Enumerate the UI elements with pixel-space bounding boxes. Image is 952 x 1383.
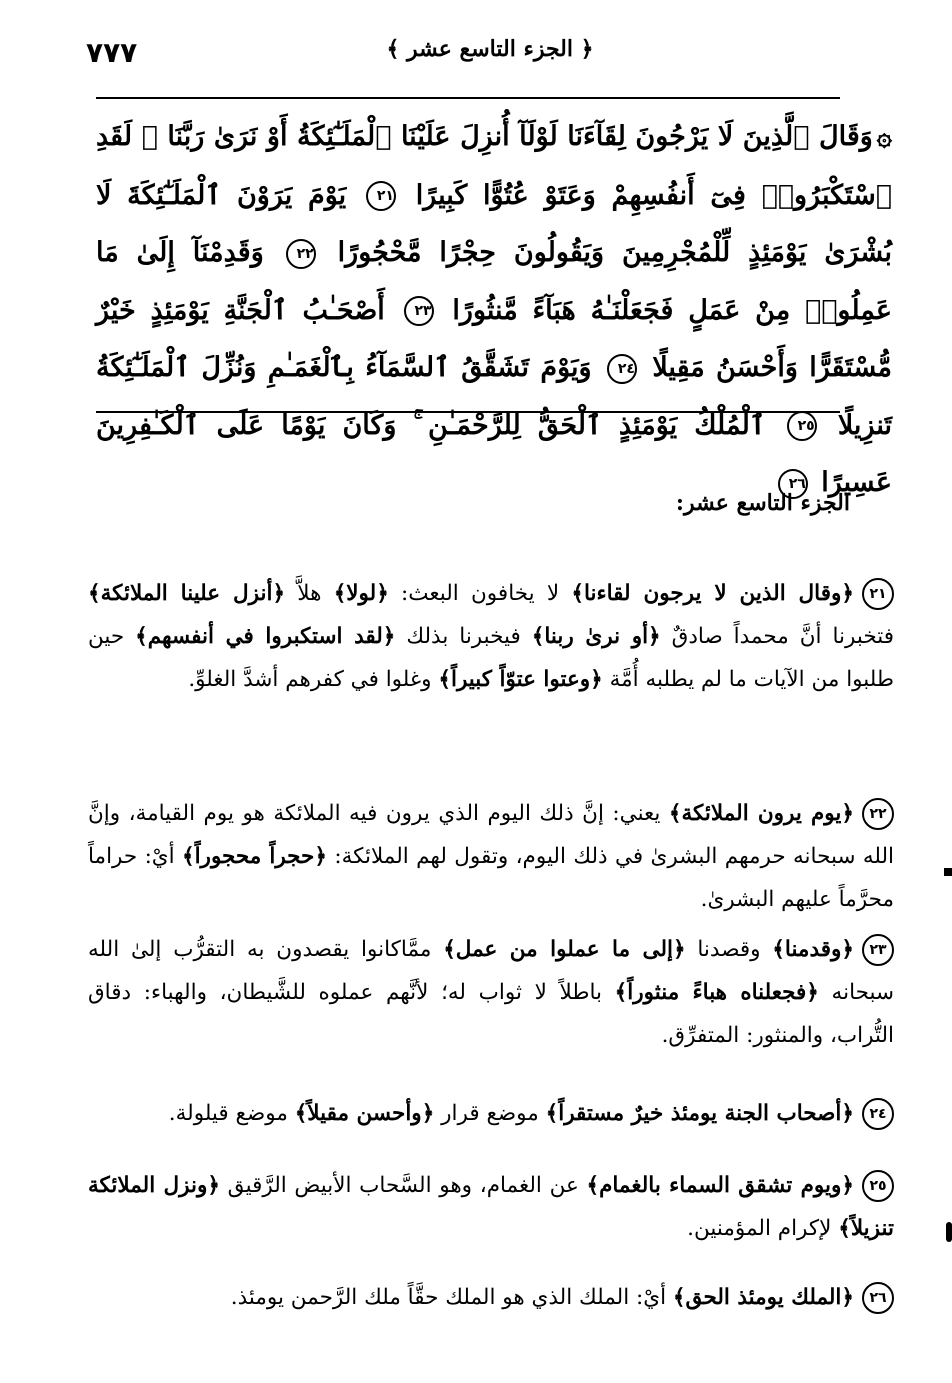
commentary: فتخبرنا أنَّ محمداً صادقٌ: [660, 624, 894, 649]
quote: ﴿لولا﴾: [333, 581, 389, 606]
entry-number: ٢١: [862, 578, 894, 610]
verse-25-text: وَيَوْمَ تَشَقَّقُ ٱلسَّمَآءُ بِٱلْغَمَـٰمِ وَنُزِّلَ ٱلْمَلَـٰٓئِكَةُ تَنزِيلًا: [96, 352, 892, 441]
quote: ﴿وأحسن مقيلاً﴾: [294, 1101, 435, 1126]
commentary: يعني: إنَّ ذلك اليوم الذي يرون فيه الملائكة هو يوم القيامة، وإنَّ الله سبحانه حرمهم البشرىٰ في ذلك اليوم، وتقول لهم الملائكة:: [88, 801, 895, 869]
quran-text-block: [96, 108, 892, 512]
quote: ﴿ويوم تشقق السماء بالغمام﴾: [586, 1173, 854, 1198]
tafsir-entry-22: [88, 792, 894, 921]
page-number: ٧٧٧: [86, 36, 138, 69]
running-header: ﴿ الجزء التاسع عشر ﴾: [386, 36, 594, 62]
quote: ﴿إلى ما عملوا من عمل﴾: [443, 937, 686, 962]
quote: ﴿أو نرىٰ ربنا﴾: [531, 624, 661, 649]
entry-number: ٢٢: [862, 798, 894, 830]
commentary: وغلوا في كفرهم أشدَّ الغلوِّ.: [188, 667, 439, 692]
tafsir-entry-23: [88, 928, 894, 1057]
verse-23-number: ٢٣: [404, 296, 434, 326]
entry-number: ٢٤: [862, 1098, 894, 1130]
header-rule: [96, 97, 840, 99]
commentary: عن الغمام، وهو السَّحاب الأبيض الرَّقيق: [219, 1173, 587, 1198]
commentary: حين طلبوا من الآيات ما لم يطلبه أُمَّة: [88, 624, 894, 692]
quote: ﴿الملك يومئذ الحق﴾: [672, 1285, 854, 1310]
commentary: هلاَّ: [285, 581, 334, 606]
commentary: لإكرام المؤمنين.: [687, 1216, 839, 1241]
quote: ﴿ونزل الملائكة تنزيلاً﴾: [88, 1173, 894, 1241]
entry-number: ٢٥: [862, 1170, 894, 1202]
quote: ﴿وقال الذين لا يرجون لقاءنا﴾: [571, 581, 854, 606]
quote: ﴿يوم يرون الملائكة﴾: [668, 801, 854, 826]
commentary: أيْ: حراماً محرَّماً عليهم البشرىٰ.: [88, 844, 894, 912]
quote: ﴿أنزل علينا الملائكة﴾: [88, 581, 286, 606]
quote: ﴿أصحاب الجنة يومئذ خيرٌ مستقراً﴾: [545, 1101, 854, 1126]
verse-21-number: ٢١: [366, 181, 396, 211]
quote: ﴿لقد استكبروا في أنفسهم﴾: [135, 624, 396, 649]
verse-26-text: ٱلْمُلْكُ يَوْمَئِذٍ ٱلْحَقُّ لِلرَّحْمَـٰنِ ۚ وَكَانَ يَوْمًا عَلَى ٱلْكَـٰفِرِينَ عَسِيرًا: [96, 409, 892, 498]
quote: ﴿وقدمنا﴾: [772, 937, 854, 962]
commentary: فيخبرنا بذلك: [395, 624, 532, 649]
tafsir-entry-24: [88, 1092, 894, 1135]
quran-separator-rule: [96, 411, 840, 413]
entry-number: ٢٦: [862, 1282, 894, 1314]
entry-number: ٢٣: [862, 934, 894, 966]
tafsir-entry-21: [88, 572, 894, 701]
commentary: لا يخافون البعث:: [388, 581, 572, 606]
rub-hizb-icon: ۞: [876, 122, 892, 152]
commentary: ممَّاكانوا يقصدون به التقرُّب إلىٰ الله سبحانه: [88, 937, 894, 1005]
section-title: الجزء التاسع عشر:: [675, 490, 850, 516]
scan-margin-mark: [946, 1222, 952, 1242]
quote: ﴿حجراً محجوراً﴾: [181, 844, 327, 869]
verse-22-text: يَوْمَ يَرَوْنَ ٱلْمَلَـٰٓئِكَةَ لَا بُشْرَىٰ يَوْمَئِذٍ لِّلْمُجْرِمِينَ وَيَقُولُونَ حِجْرًا مَّحْجُورًا: [96, 179, 893, 268]
verse-26-number: ٢٦: [778, 469, 808, 499]
tafsir-entry-26: [88, 1276, 894, 1319]
quote: ﴿فجعلناه هباءً منثوراً﴾: [614, 980, 819, 1005]
verse-22-number: ٢٢: [286, 239, 316, 269]
commentary: موضع قرار: [434, 1101, 546, 1126]
verse-25-number: ٢٥: [787, 411, 817, 441]
verse-24-number: ٢٤: [607, 354, 637, 384]
verse-24-text: أَصْحَـٰبُ ٱلْجَنَّةِ يَوْمَئِذٍ خَيْرٌ مُّسْتَقَرًّا وَأَحْسَنُ مَقِيلًا: [96, 294, 893, 383]
scan-margin-mark: [944, 868, 952, 876]
verse-21-text: وَقَالَ ٱلَّذِينَ لَا يَرْجُونَ لِقَآءَنَا لَوْلَآ أُنزِلَ عَلَيْنَا ٱلْمَلَـٰٓئِكَةُ أَوْ نَرَىٰ رَبَّنَا ۗ لَقَدِ ٱسْتَكْبَرُوا۟ فِىٓ أَنفُسِهِمْ وَعَتَوْ عُتُوًّا كَبِيرًا: [96, 121, 892, 211]
tafsir-entry-25: [88, 1164, 894, 1250]
verse-23-text: وَقَدِمْنَآ إِلَىٰ مَا عَمِلُوا۟ مِنْ عَمَلٍ فَجَعَلْنَـٰهُ هَبَآءً مَّنثُورًا: [96, 237, 893, 326]
commentary: موضع قيلولة.: [168, 1101, 295, 1126]
commentary: باطلاً لا ثواب له؛ لأنَّهم عملوه للشَّيطان، والهباء: دقاق التُّراب، والمنثور: المتفرِّق.: [88, 980, 894, 1048]
commentary: أيْ: الملك الذي هو الملك حقَّاً ملك الرَّحمن يومئذ.: [230, 1285, 673, 1310]
commentary: وقصدنا: [685, 937, 773, 962]
quote: ﴿وعتوا عتوّاً كبيراً﴾: [438, 667, 603, 692]
